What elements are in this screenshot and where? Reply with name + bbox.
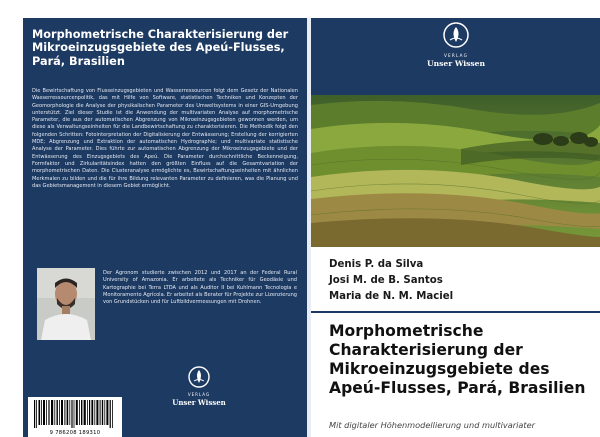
publisher-logo-icon	[443, 22, 469, 48]
book-title: Morphometrische Charakterisierung der Mikroeinzugsgebiete des Apeú-Flusses, Pará, Brasilien	[329, 322, 586, 397]
back-cover	[23, 18, 307, 437]
author-name: Josi M. de B. Santos	[329, 275, 443, 286]
back-publisher-small: VERLAG	[187, 392, 211, 397]
back-publisher-logo	[163, 366, 235, 407]
publisher-logo-icon	[188, 366, 210, 388]
author-name: Denis P. da Silva	[329, 259, 424, 270]
isbn-number: 9 786208 189310	[49, 430, 101, 436]
front-publisher-name: Unser Wissen	[426, 59, 486, 68]
author-name: Maria de N. M. Maciel	[329, 291, 454, 302]
back-cover-description: Die Bewirtschaftung von Flusseinzugsgebieten und Wasserressourcen folgt dem Gesetz der Nationalen Wasserressourcenpolitik, das mit Hilfe von Software, statistischen Techniken und Konzepten der Geomorphologie die Analyse der physikalischen Parameter des Umweltsystems in einer GIS-Umgebung unterstützt. Ziel dieser Studie ist die Anwendung der multivariaten Analyse auf morphometrische Parameter, die aus der automatischen Abgrenzung von Mikroeinzugsgebieten gewonnen werden, um diese als Verwaltungseinheiten für die Landbewirtschaftung zu charakterisieren. Die Methodik folgt den folgenden Schritten: Fotointerpretation der Digitalisierung der Entwässerung; Erstellung der korrigierten MDE; Abgrenzung und Extraktion der automatischen Hydrographie; und multivariate statistische Analyse der Parameter. Dies führte zur automatischen Abgrenzung der Mikroeinzugsgebiete und der Entwässerung des Einzugsgebiets des Apeú. Die Parameter durchschnittliche Beckenneigung, Formfaktor und Zirkularitätsindex hatten den größten Einfluss auf die Gesamtvariation der morphometrischen Daten. Die Clusteranalyse ermöglichte es, Bewirtschaftungseinheiten mit ähnlichen Merkmalen zu bilden und die für ihre Bildung relevanten Parameter zu definieren, was die Planung und das Gebietsmanagement in diesem Gebiet ermöglicht.	[32, 88, 298, 189]
back-cover-title: Morphometrische Charakterisierung der Mikroeinzugsgebiete des Apeú-Flusses, Pará, Brasilien	[32, 28, 289, 68]
front-cover	[311, 0, 600, 437]
author-list	[329, 257, 599, 305]
back-publisher-name: Unser Wissen	[172, 398, 226, 407]
landscape-photo	[311, 95, 600, 247]
barcode	[28, 397, 122, 437]
divider	[311, 311, 600, 313]
front-publisher-logo	[411, 22, 501, 68]
author-bio: Der Agronom studierte zwischen 2012 und 2017 an der Federal Rural University of Amazonia. Er arbeitete als Techniker für Geodäsie und Kartographie bei Terra LTDA und als Auditor II bei Kuhlmann Tecnologia e Monitoramento Agrícola. Er arbeitet als Berater für Projekte zur Lizenzierung von Grundstücken und für Luftbildvermessungen mit Drohnen.	[103, 270, 297, 306]
author-photo	[37, 268, 95, 340]
barcode-icon	[28, 397, 122, 431]
front-publisher-small: VERLAG	[443, 53, 469, 58]
book-subtitle: Mit digitaler Höhenmodellierung und multivariater	[329, 420, 536, 430]
